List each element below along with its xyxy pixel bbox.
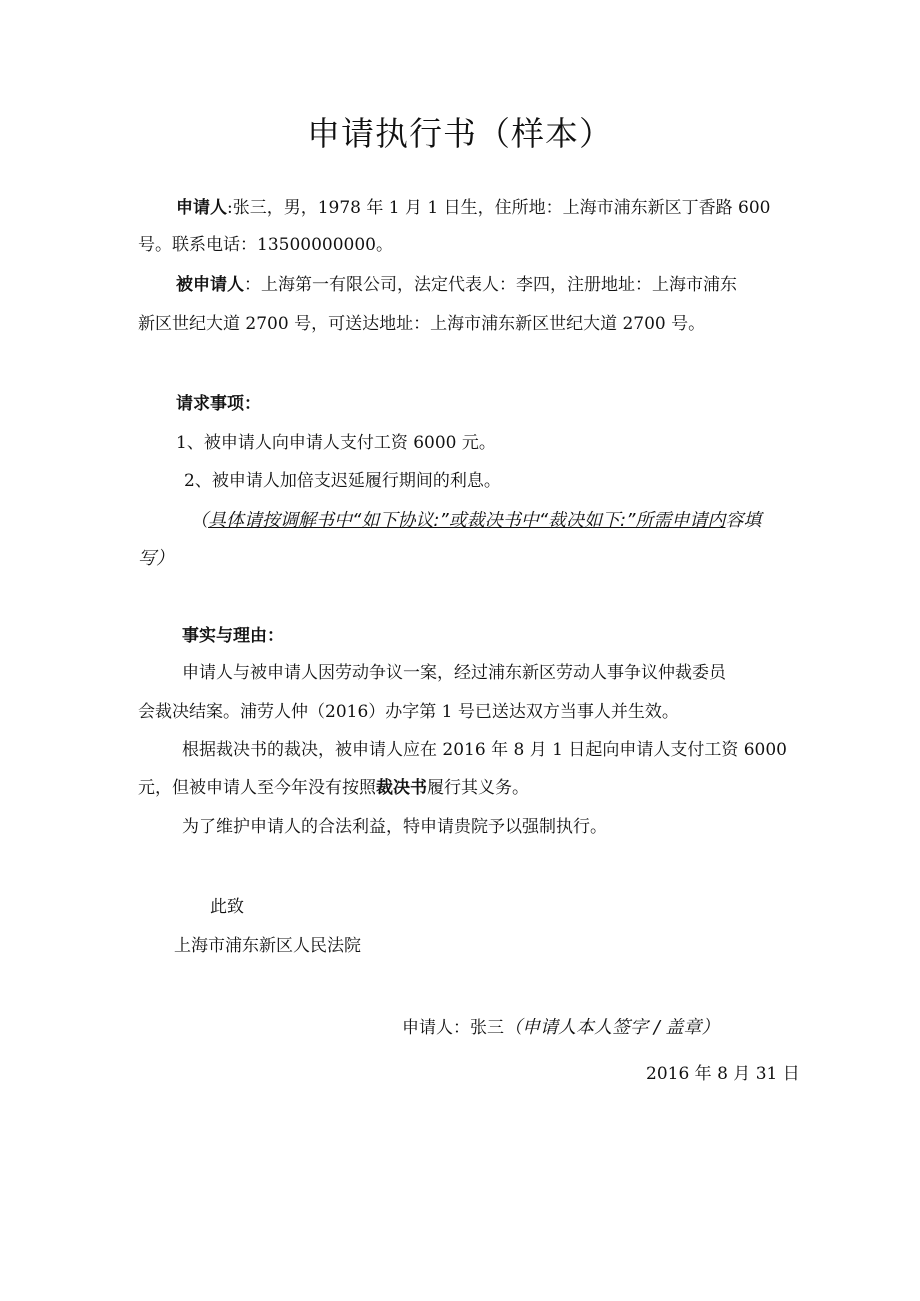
- salutation: 此致: [210, 897, 244, 917]
- applicant-line-2: 号。联系电话：13500000000。: [138, 235, 393, 255]
- applicant-text-1: 张三，男，1978 年 1 月 1 日生，住所地：上海市浦东新区丁香路 600: [232, 198, 771, 218]
- facts-p2-line-2: [138, 777, 788, 799]
- respondent-sep: ：: [244, 275, 261, 295]
- facts-p2-line-1: 根据裁决书的裁决，被申请人应在 2016 年 8 月 1 日起向申请人支付工资 6000: [182, 740, 787, 760]
- claims-note-line-1: [190, 510, 790, 532]
- claims-note-tail: 容填: [725, 510, 762, 531]
- respondent-line-2: 新区世纪大道 2700 号，可送达地址：上海市浦东新区世纪大道 2700 号。: [138, 314, 706, 334]
- claims-note-underlined: 具体请按调解书中“如下协议:”或裁决书中“裁决如下:”所需申请内: [208, 510, 726, 531]
- signature-date: 2016 年 8 月 31 日: [646, 1064, 800, 1084]
- claim-item-1: 1、被申请人向申请人支付工资 6000 元。: [176, 433, 496, 453]
- claims-heading: 请求事项：: [176, 394, 261, 414]
- applicant-label: 申请人: [176, 198, 227, 218]
- claims-note-open: （: [190, 510, 208, 531]
- facts-p2-post: 履行其义务。: [427, 778, 529, 798]
- claims-note-line-2: 写）: [138, 548, 174, 569]
- signature-line: [402, 1017, 782, 1039]
- document-title: 申请执行书（样本）: [307, 114, 613, 153]
- applicant-sep: :: [227, 198, 233, 218]
- facts-p2-pre: 元，但被申请人至今年没有按照: [138, 778, 376, 798]
- respondent-line-1: [176, 274, 788, 296]
- facts-heading: 事实与理由：: [182, 626, 284, 646]
- applicant-line-1: [176, 197, 788, 219]
- facts-p3: 为了维护申请人的合法利益，特申请贵院予以强制执行。: [182, 817, 607, 837]
- signature-note: （申请人本人签字 / 盖章）: [504, 1017, 720, 1038]
- court-name: 上海市浦东新区人民法院: [174, 936, 361, 956]
- facts-p1-line-2: 会裁决结案。浦劳人仲（2016）办字第 1 号已送达双方当事人并生效。: [138, 702, 679, 722]
- facts-p2-bold: 裁决书: [376, 778, 427, 798]
- claim-item-2: 2、被申请人加倍支迟延履行期间的利息。: [184, 471, 501, 491]
- respondent-label: 被申请人: [176, 275, 244, 295]
- facts-p1-line-1: 申请人与被申请人因劳动争议一案，经过浦东新区劳动人事争议仲裁委员: [182, 663, 726, 683]
- signature-label: 申请人：张三: [402, 1018, 504, 1038]
- respondent-text-1: 上海第一有限公司，法定代表人：李四，注册地址：上海市浦东: [261, 275, 737, 295]
